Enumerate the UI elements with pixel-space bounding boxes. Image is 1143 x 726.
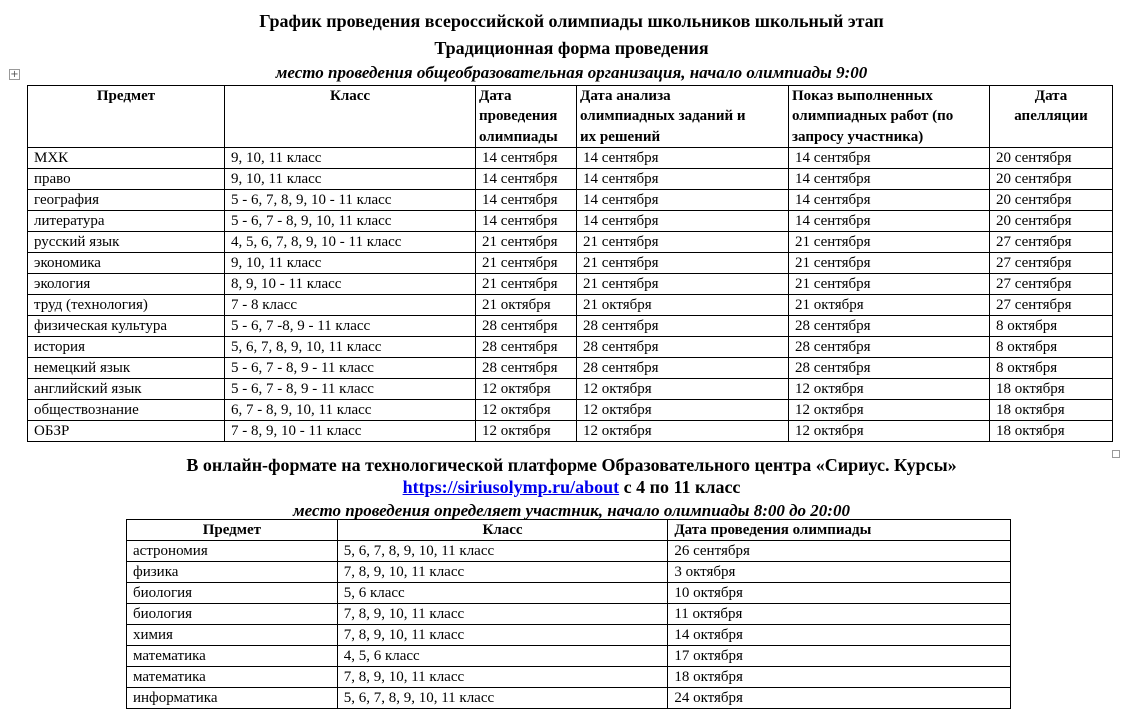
cell-date: 14 сентября xyxy=(476,210,577,231)
table-header-row xyxy=(28,86,1113,148)
online-location-note: место проведения определяет участник, начало олимпиады 8:00 до 20:00 xyxy=(293,501,850,520)
header-appeal-line2: апелляции xyxy=(1014,108,1088,125)
cell-subject: обществознание xyxy=(28,399,225,420)
online-header-grade: Класс xyxy=(337,520,668,541)
table-row xyxy=(127,688,1011,709)
cell-subject: МХК xyxy=(28,147,225,168)
cell-analysis-date: 21 сентября xyxy=(577,231,789,252)
cell-date: 21 сентября xyxy=(476,252,577,273)
cell-grade: 9, 10, 11 класс xyxy=(225,147,476,168)
cell-date: 3 октября xyxy=(668,562,1011,583)
cell-date: 12 октября xyxy=(476,399,577,420)
cell-show-date: 21 сентября xyxy=(789,231,990,252)
cell-show-date: 21 сентября xyxy=(789,273,990,294)
cell-grade: 9, 10, 11 класс xyxy=(225,252,476,273)
cell-date: 14 сентября xyxy=(476,189,577,210)
table-row xyxy=(28,231,1113,252)
cell-date: 17 октября xyxy=(668,646,1011,667)
cell-appeal-date: 20 сентября xyxy=(990,189,1113,210)
cell-date: 12 октября xyxy=(476,378,577,399)
cell-date: 14 октября xyxy=(668,625,1011,646)
cell-analysis-date: 14 сентября xyxy=(577,210,789,231)
cell-date: 26 сентября xyxy=(668,541,1011,562)
cell-date: 28 сентября xyxy=(476,357,577,378)
header-subject: Предмет xyxy=(28,86,225,148)
cell-show-date: 14 сентября xyxy=(789,210,990,231)
cell-appeal-date: 18 октября xyxy=(990,378,1113,399)
header-show-line1: Показ выполненных xyxy=(792,88,933,104)
table-row xyxy=(28,147,1113,168)
table-row xyxy=(127,646,1011,667)
cell-appeal-date: 8 октября xyxy=(990,315,1113,336)
cell-subject: ОБЗР xyxy=(28,420,225,441)
online-schedule-table xyxy=(126,519,1011,709)
cell-show-date: 14 сентября xyxy=(789,147,990,168)
cell-subject: математика xyxy=(127,667,338,688)
sirius-link[interactable]: https://siriusolymp.ru/about xyxy=(402,477,620,497)
cell-subject: химия xyxy=(127,625,338,646)
header-show xyxy=(789,86,990,148)
table-row xyxy=(28,189,1113,210)
cell-analysis-date: 12 октября xyxy=(577,378,789,399)
cell-show-date: 21 октября xyxy=(789,294,990,315)
header-analysis-line2: олимпиадных заданий и xyxy=(580,108,746,125)
cell-date: 10 октября xyxy=(668,583,1011,604)
cell-grade: 5 - 6, 7 - 8, 9, 10, 11 класс xyxy=(225,210,476,231)
online-header-row xyxy=(127,520,1011,541)
table-row xyxy=(28,378,1113,399)
cell-appeal-date: 27 сентября xyxy=(990,231,1113,252)
cell-analysis-date: 21 сентября xyxy=(577,252,789,273)
cell-subject: история xyxy=(28,336,225,357)
cell-grade: 5, 6 класс xyxy=(337,583,668,604)
cell-subject: физика xyxy=(127,562,338,583)
cell-show-date: 12 октября xyxy=(789,399,990,420)
table-row xyxy=(28,420,1113,441)
header-date-line2: проведения xyxy=(479,108,558,125)
cell-grade: 5 - 6, 7 -8, 9 - 11 класс xyxy=(225,315,476,336)
table-row xyxy=(28,273,1113,294)
schedule-table xyxy=(27,85,1113,442)
table-row xyxy=(28,357,1113,378)
header-appeal-line1: Дата xyxy=(1034,88,1068,104)
cell-subject: литература xyxy=(28,210,225,231)
cell-subject: биология xyxy=(127,604,338,625)
cell-appeal-date: 18 октября xyxy=(990,420,1113,441)
header-appeal xyxy=(990,86,1113,148)
cell-analysis-date: 12 октября xyxy=(577,420,789,441)
cell-date: 11 октября xyxy=(668,604,1011,625)
header-date-line3: олимпиады xyxy=(479,128,558,145)
header-date xyxy=(476,86,577,148)
cell-grade: 7, 8, 9, 10, 11 класс xyxy=(337,667,668,688)
table-row xyxy=(28,252,1113,273)
table-row xyxy=(28,294,1113,315)
online-link-line xyxy=(0,477,1143,498)
cell-analysis-date: 21 сентября xyxy=(577,273,789,294)
table-row xyxy=(28,399,1113,420)
cell-subject: экология xyxy=(28,273,225,294)
cell-grade: 5 - 6, 7 - 8, 9 - 11 класс xyxy=(225,378,476,399)
cell-subject: английский язык xyxy=(28,378,225,399)
cell-subject: немецкий язык xyxy=(28,357,225,378)
cell-analysis-date: 28 сентября xyxy=(577,336,789,357)
table-row xyxy=(28,168,1113,189)
cell-subject: право xyxy=(28,168,225,189)
cell-grade: 7 - 8, 9, 10 - 11 класс xyxy=(225,420,476,441)
cell-appeal-date: 27 сентября xyxy=(990,273,1113,294)
cell-appeal-date: 27 сентября xyxy=(990,252,1113,273)
cell-grade: 6, 7 - 8, 9, 10, 11 класс xyxy=(225,399,476,420)
cell-subject: астрономия xyxy=(127,541,338,562)
header-analysis xyxy=(577,86,789,148)
cell-analysis-date: 14 сентября xyxy=(577,147,789,168)
cell-show-date: 14 сентября xyxy=(789,189,990,210)
cell-subject: труд (технология) xyxy=(28,294,225,315)
cell-subject: математика xyxy=(127,646,338,667)
cell-appeal-date: 20 сентября xyxy=(990,210,1113,231)
cell-analysis-date: 14 сентября xyxy=(577,189,789,210)
cell-date: 18 октября xyxy=(668,667,1011,688)
cell-show-date: 28 сентября xyxy=(789,315,990,336)
table-move-handle-icon[interactable]: + xyxy=(10,69,19,80)
table-row xyxy=(127,541,1011,562)
cell-appeal-date: 8 октября xyxy=(990,357,1113,378)
cell-show-date: 21 сентября xyxy=(789,252,990,273)
cell-appeal-date: 8 октября xyxy=(990,336,1113,357)
location-note: место проведения общеобразовательная организация, начало олимпиады 9:00 xyxy=(275,63,868,82)
cell-show-date: 28 сентября xyxy=(789,336,990,357)
cell-subject: биология xyxy=(127,583,338,604)
cell-analysis-date: 28 сентября xyxy=(577,315,789,336)
cell-analysis-date: 28 сентября xyxy=(577,357,789,378)
cell-appeal-date: 18 октября xyxy=(990,399,1113,420)
page-subtitle: Традиционная форма проведения xyxy=(434,38,709,58)
header-analysis-line3: их решений xyxy=(580,128,661,145)
cell-analysis-date: 14 сентября xyxy=(577,168,789,189)
table-row xyxy=(127,583,1011,604)
page-title: График проведения всероссийской олимпиады школьников школьный этап xyxy=(259,11,884,31)
cell-grade: 5, 6, 7, 8, 9, 10, 11 класс xyxy=(337,541,668,562)
cell-grade: 7, 8, 9, 10, 11 класс xyxy=(337,604,668,625)
cell-show-date: 14 сентября xyxy=(789,168,990,189)
cell-date: 14 сентября xyxy=(476,168,577,189)
cell-grade: 7, 8, 9, 10, 11 класс xyxy=(337,562,668,583)
header-show-line3: запросу участника) xyxy=(792,128,924,145)
table-row xyxy=(28,315,1113,336)
cell-date: 28 сентября xyxy=(476,336,577,357)
cell-grade: 5 - 6, 7, 8, 9, 10 - 11 класс xyxy=(225,189,476,210)
cell-grade: 5, 6, 7, 8, 9, 10, 11 класс xyxy=(337,688,668,709)
cell-grade: 9, 10, 11 класс xyxy=(225,168,476,189)
cell-appeal-date: 27 сентября xyxy=(990,294,1113,315)
cell-grade: 4, 5, 6, 7, 8, 9, 10 - 11 класс xyxy=(225,231,476,252)
online-header-subject: Предмет xyxy=(127,520,338,541)
online-title: В онлайн-формате на технологической платформе Образовательного центра «Сириус. Курсы» xyxy=(186,455,957,475)
cell-grade: 5 - 6, 7 - 8, 9 - 11 класс xyxy=(225,357,476,378)
cell-date: 24 октября xyxy=(668,688,1011,709)
cell-subject: информатика xyxy=(127,688,338,709)
table-row xyxy=(28,210,1113,231)
cell-date: 21 октября xyxy=(476,294,577,315)
cell-subject: русский язык xyxy=(28,231,225,252)
cell-show-date: 12 октября xyxy=(789,378,990,399)
cell-grade: 7, 8, 9, 10, 11 класс xyxy=(337,625,668,646)
cell-grade: 7 - 8 класс xyxy=(225,294,476,315)
header-analysis-line1: Дата анализа xyxy=(580,88,671,104)
table-row xyxy=(127,667,1011,688)
header-date-line1: Дата xyxy=(479,88,512,104)
cell-show-date: 12 октября xyxy=(789,420,990,441)
online-grade-range: с 4 по 11 класс xyxy=(619,477,741,497)
cell-subject: география xyxy=(28,189,225,210)
table-row xyxy=(127,625,1011,646)
header-grade: Класс xyxy=(225,86,476,148)
header-show-line2: олимпиадных работ (по xyxy=(792,108,954,125)
cell-date: 21 сентября xyxy=(476,231,577,252)
cell-subject: физическая культура xyxy=(28,315,225,336)
cell-date: 12 октября xyxy=(476,420,577,441)
cell-subject: экономика xyxy=(28,252,225,273)
cell-date: 14 сентября xyxy=(476,147,577,168)
cell-grade: 8, 9, 10 - 11 класс xyxy=(225,273,476,294)
cell-date: 28 сентября xyxy=(476,315,577,336)
table-row xyxy=(28,336,1113,357)
cell-analysis-date: 21 октября xyxy=(577,294,789,315)
cell-appeal-date: 20 сентября xyxy=(990,168,1113,189)
table-row xyxy=(127,562,1011,583)
cell-analysis-date: 12 октября xyxy=(577,399,789,420)
cell-date: 21 сентября xyxy=(476,273,577,294)
cell-grade: 5, 6, 7, 8, 9, 10, 11 класс xyxy=(225,336,476,357)
table-row xyxy=(127,604,1011,625)
cell-show-date: 28 сентября xyxy=(789,357,990,378)
cell-appeal-date: 20 сентября xyxy=(990,147,1113,168)
cell-grade: 4, 5, 6 класс xyxy=(337,646,668,667)
online-header-date: Дата проведения олимпиады xyxy=(668,520,1011,541)
